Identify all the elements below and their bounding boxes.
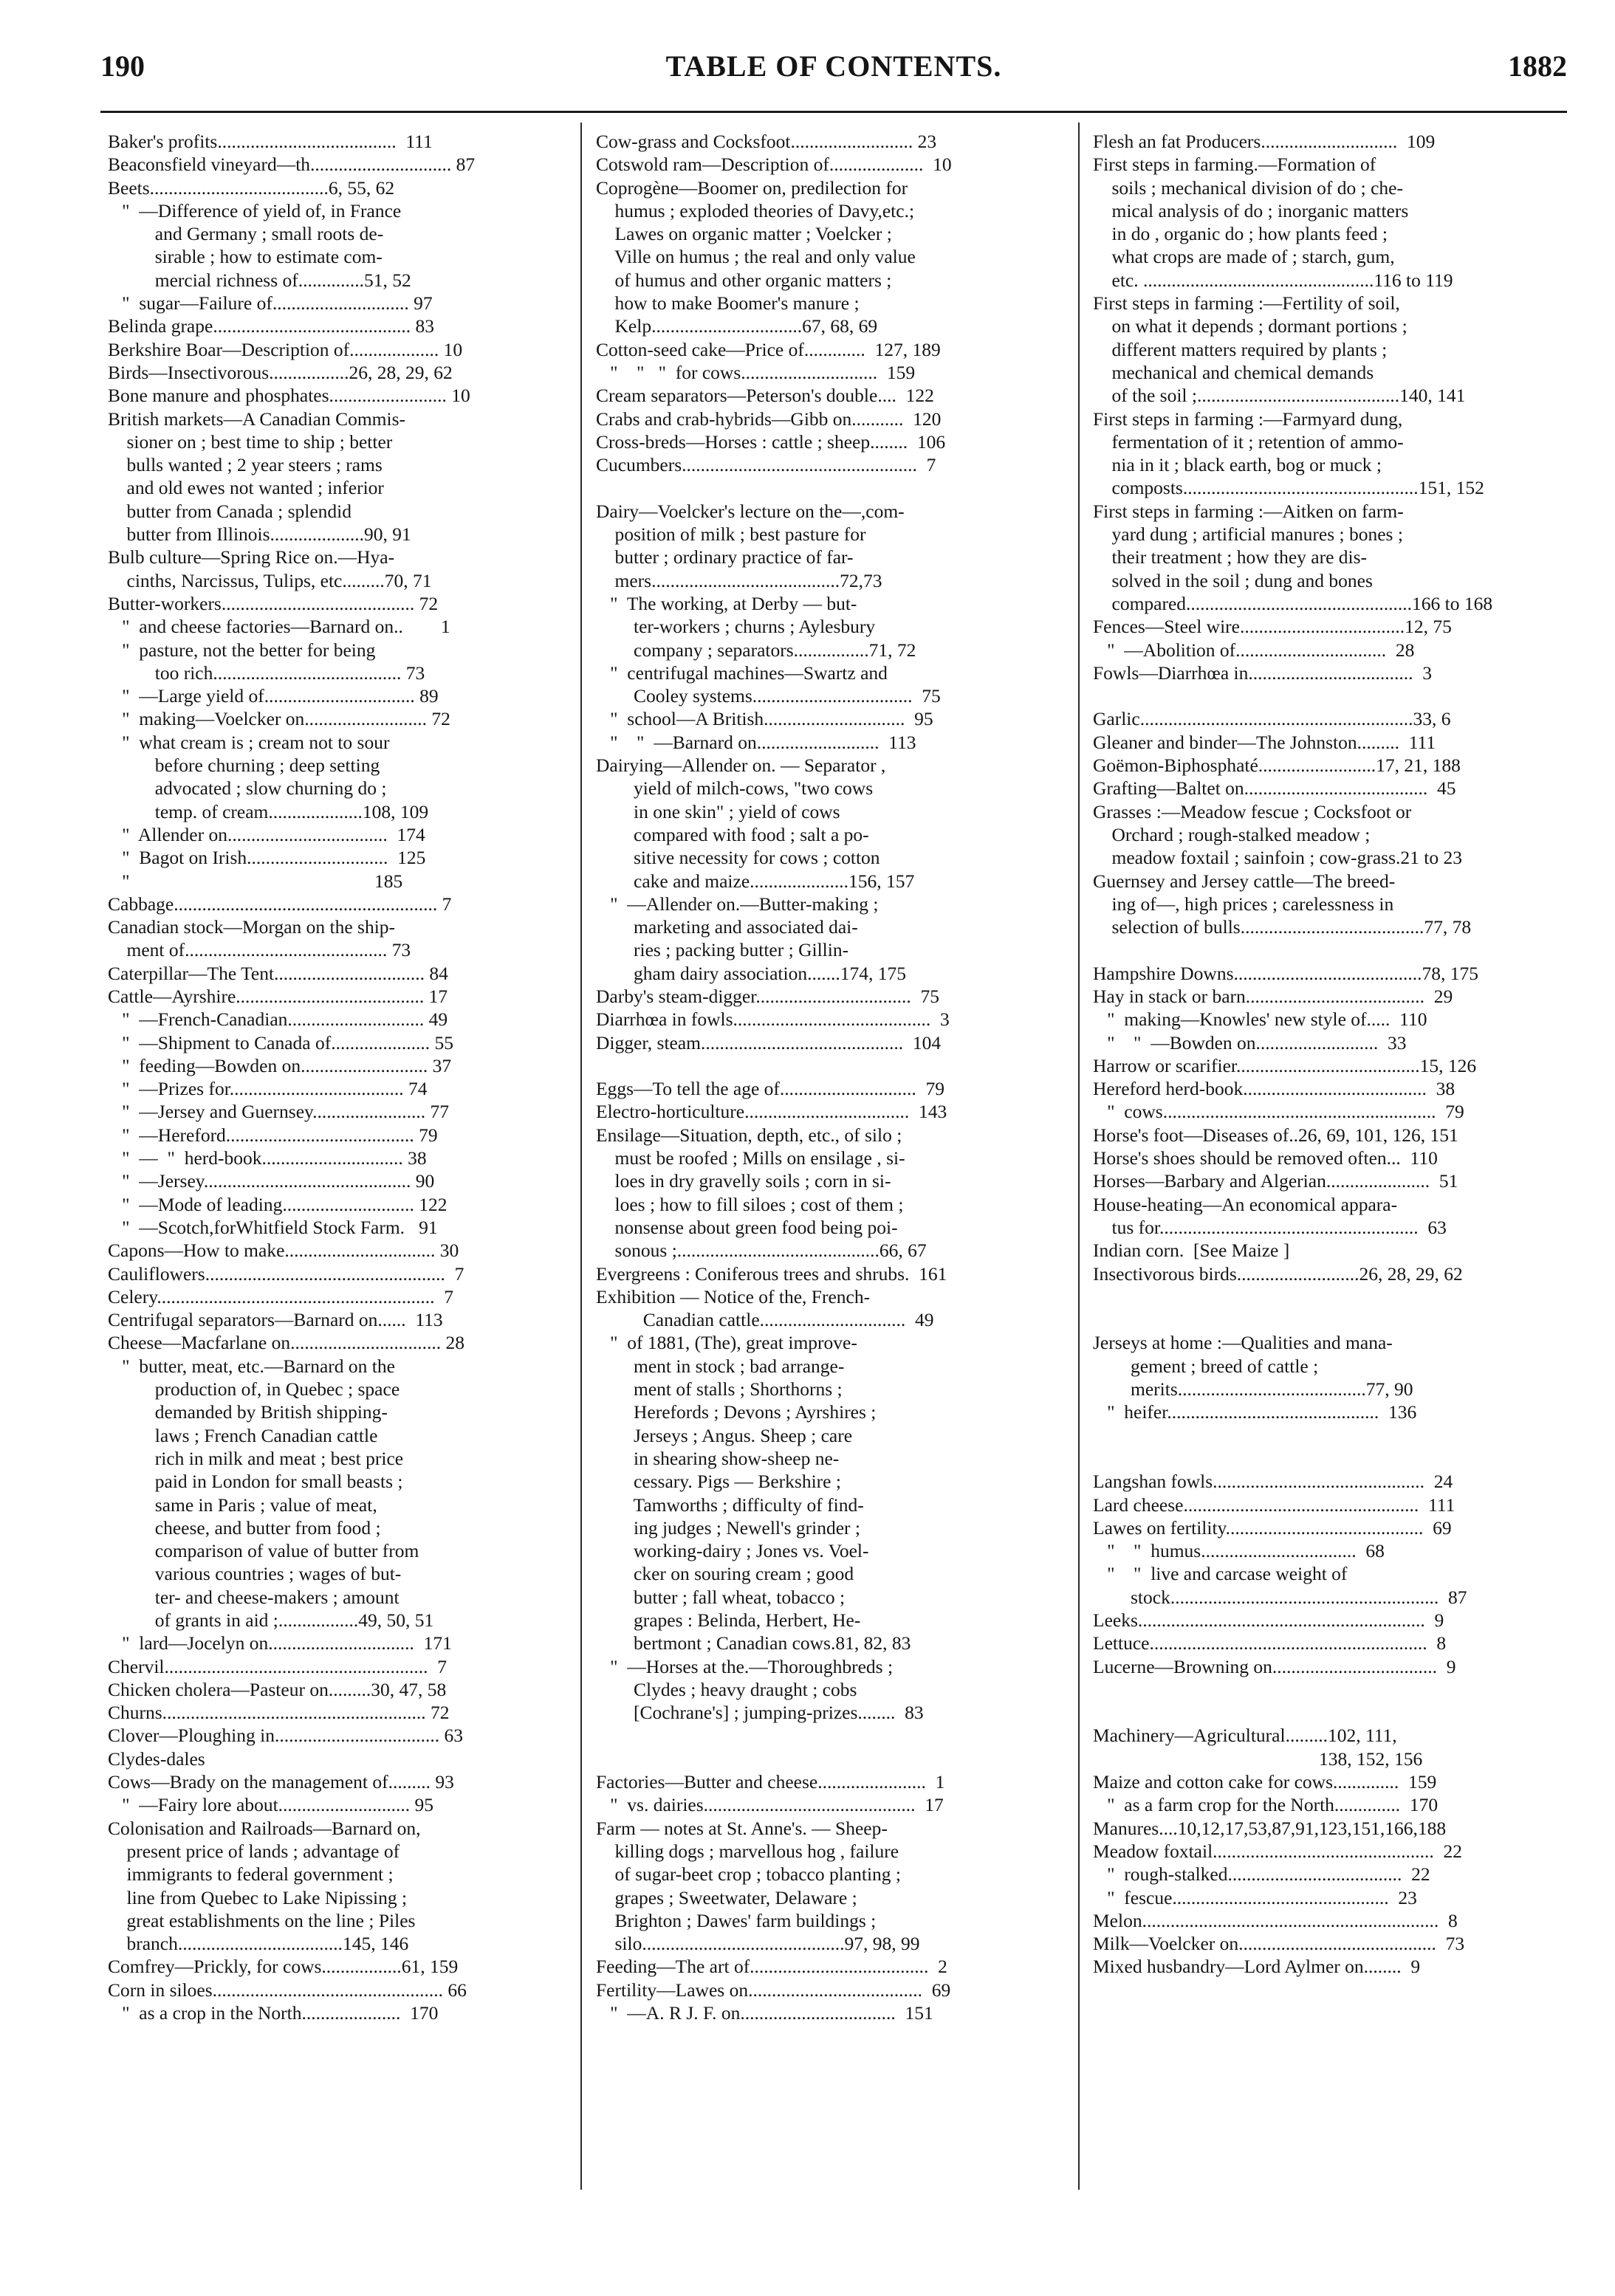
index-entry: " butter, meat, etc.—Barnard on the	[108, 1355, 395, 1377]
index-entry: what crops are made of ; starch, gum,	[1093, 246, 1395, 268]
index-entry: " —Scotch,forWhitfield Stock Farm. 91	[108, 1216, 438, 1238]
index-entry: mical analysis of do ; inorganic matters	[1093, 199, 1409, 221]
index-entry: yield of milch-cows, "two cows	[596, 777, 874, 800]
index-entry: demanded by British shipping-	[108, 1401, 388, 1423]
index-entry: " —Hereford........................................ 79	[108, 1124, 438, 1146]
index-entry: Cows—Brady on the management of......... 93	[108, 1771, 454, 1793]
index-entry: Melon............................................................... 8	[1093, 1909, 1458, 1931]
index-entry: Cucumbers.................................................. 7	[596, 454, 936, 476]
index-entry	[1093, 1424, 1551, 1447]
index-entry: Factories—Butter and cheese....................... 1	[596, 1771, 945, 1793]
index-entry: Meadow foxtail............................................... 22	[1093, 1840, 1463, 1862]
index-entry: mercial richness of..............51, 52	[108, 269, 411, 291]
index-entry: " " —Barnard on.......................... 113	[596, 731, 916, 753]
index-entry: Coprogène—Boomer on, predilection for	[596, 176, 908, 199]
index-entry: Fences—Steel wire...................................12, 75	[1093, 616, 1452, 638]
index-entry: Flesh an fat Producers............................. 109	[1093, 131, 1436, 152]
index-entry	[1093, 1701, 1551, 1724]
index-entry: Lawes on fertility.......................................... 69	[1093, 1516, 1452, 1539]
index-entry: " Bagot on Irish.............................. 125	[108, 847, 426, 869]
index-entry: same in Paris ; value of meat,	[108, 1494, 377, 1516]
index-entry	[596, 1747, 1043, 1770]
index-entry: Darby's steam-digger................................. 75	[596, 985, 939, 1007]
index-entry: present price of lands ; advantage of	[108, 1840, 400, 1862]
index-entry: Cattle—Ayrshire........................................ 17	[108, 985, 448, 1007]
index-entry: Guernsey and Jersey cattle—The breed-	[1093, 870, 1396, 892]
index-entry: and old ewes not wanted ; inferior	[108, 477, 384, 499]
index-entry: " —Fairy lore about............................ 95	[108, 1794, 434, 1816]
index-entry: Capons—How to make................................ 30	[108, 1240, 459, 1262]
index-entry: temp. of cream....................108, 109	[108, 800, 429, 822]
index-entry: Baker's profits...................................... 111	[108, 131, 433, 152]
index-entry: " —Mode of leading............................ 122	[108, 1193, 448, 1215]
index-entry: Electro-horticulture................................... 143	[596, 1101, 947, 1123]
index-entry: butter ; ordinary practice of far-	[596, 546, 854, 568]
index-entry: First steps in farming :—Farmyard dung,	[1093, 408, 1403, 430]
index-entry: Grasses :—Meadow fescue ; Cocksfoot or	[1093, 800, 1412, 822]
index-entry: ment in stock ; bad arrange-	[596, 1355, 845, 1377]
index-entry: Lard cheese.................................................. 111	[1093, 1494, 1455, 1516]
index-entry: ter-workers ; churns ; Aylesbury	[596, 616, 876, 638]
index-entry: Canadian stock—Morgan on the ship-	[108, 916, 396, 938]
column-divider-1	[580, 123, 582, 2190]
index-entry: Centrifugal separators—Barnard on...... 113	[108, 1309, 443, 1331]
index-entry: Cow-grass and Cocksfoot.......................... 23	[596, 131, 937, 152]
index-entry: killing dogs ; marvellous hog , failure	[596, 1840, 899, 1862]
index-entry: sioner on ; best time to ship ; better	[108, 430, 393, 453]
index-entry: Cross-breds—Horses : cattle ; sheep........ 106	[596, 430, 946, 453]
index-entry: soils ; mechanical division of do ; che-	[1093, 176, 1403, 199]
index-entry: " making—Voelcker on.......................... 72	[108, 708, 450, 730]
index-entry: Canadian cattle............................... 49	[596, 1309, 934, 1331]
index-entry: laws ; French Canadian cattle	[108, 1424, 378, 1446]
index-entry: rich in milk and meat ; best price	[108, 1447, 404, 1469]
index-entry: nia in it ; black earth, bog or muck ;	[1093, 454, 1382, 476]
index-column-3	[1093, 130, 1551, 1979]
index-entry: before churning ; deep setting	[108, 755, 380, 777]
index-entry: ing of—, high prices ; carelessness in	[1093, 893, 1394, 915]
index-entry: Langshan fowls............................................. 24	[1093, 1471, 1453, 1493]
index-entry: ries ; packing butter ; Gillin-	[596, 939, 849, 961]
index-entry: different matters required by plants ;	[1093, 338, 1388, 360]
index-entry: Diarrhœa in fowls.......................................... 3	[596, 1008, 950, 1031]
index-entry: " —Horses at the.—Thoroughbreds ;	[596, 1655, 894, 1677]
index-entry: branch...................................145, 146	[108, 1933, 409, 1955]
index-entry: Evergreens : Coniferous trees and shrubs. 161	[596, 1262, 947, 1285]
index-entry: " feeding—Bowden on........................... 37	[108, 1054, 452, 1076]
index-entry: Horses—Barbary and Algerian...................... 51	[1093, 1170, 1458, 1192]
index-entry: and Germany ; small roots de-	[108, 223, 384, 245]
index-entry: of sugar-beet crop ; tobacco planting ;	[596, 1863, 902, 1886]
index-entry: British markets—A Canadian Commis-	[108, 408, 406, 430]
index-entry: Beets......................................6, 55, 62	[108, 176, 395, 199]
index-entry: sirable ; how to estimate com-	[108, 246, 383, 268]
index-entry: " —A. R J. F. on................................. 151	[596, 2002, 933, 2024]
index-entry: Hay in stack or barn...................................... 29	[1093, 985, 1453, 1007]
index-entry: Belinda grape.......................................... 83	[108, 315, 434, 337]
index-entry: Beaconsfield vineyard—th.............................. 87	[108, 154, 476, 176]
index-entry: Ville on humus ; the real and only value	[596, 246, 916, 268]
index-entry: Milk—Voelcker on.......................................... 73	[1093, 1933, 1465, 1955]
index-entry: must be roofed ; Mills on ensilage , si-	[596, 1147, 905, 1169]
index-entry: grapes : Belinda, Herbert, He-	[596, 1609, 861, 1631]
index-entry: cessary. Pigs — Berkshire ;	[596, 1471, 841, 1493]
index-entry: " and cheese factories—Barnard on.. 1	[108, 616, 450, 638]
index-entry: butter ; fall wheat, tobacco ;	[596, 1586, 846, 1608]
index-entry: humus ; exploded theories of Davy,etc.;	[596, 199, 915, 221]
index-entry: " cows.......................................................... 79	[1093, 1101, 1464, 1123]
index-entry: [Cochrane's] ; jumping-prizes........ 83	[596, 1702, 924, 1724]
index-entry: ing judges ; Newell's grinder ;	[596, 1516, 860, 1539]
index-entry: Exhibition — Notice of the, French-	[596, 1285, 871, 1307]
index-entry: tus for....................................................... 63	[1093, 1216, 1447, 1238]
index-entry: of the soil ;...........................................140, 141	[1093, 385, 1466, 407]
index-entry: " heifer............................................. 136	[1093, 1401, 1417, 1423]
index-entry: marketing and associated dai-	[596, 916, 858, 938]
index-entry: " — " herd-book.............................. 38	[108, 1147, 427, 1169]
index-entry: Lettuce........................................................... 8	[1093, 1632, 1447, 1654]
index-entry: cinths, Narcissus, Tulips, etc.........70, 71	[108, 569, 432, 591]
index-entry: composts..................................................151, 152	[1093, 477, 1484, 499]
index-entry: Clydes ; heavy draught ; cobs	[596, 1678, 857, 1700]
index-entry: " vs. dairies............................................. 17	[596, 1794, 944, 1816]
index-entry: mechanical and chemical demands	[1093, 361, 1374, 383]
index-entry: Celery........................................................... 7	[108, 1285, 453, 1307]
index-entry: " as a crop in the North..................... 170	[108, 2002, 439, 2024]
index-entry: " lard—Jocelyn on............................... 171	[108, 1632, 452, 1654]
index-entry: solved in the soil ; dung and bones	[1093, 569, 1373, 591]
index-entry: Gleaner and binder—The Johnston......... 111	[1093, 731, 1436, 753]
index-entry: Butter-workers......................................... 72	[108, 592, 439, 614]
index-entry: comparison of value of butter from	[108, 1540, 419, 1562]
index-entry: working-dairy ; Jones vs. Voel-	[596, 1540, 869, 1562]
index-entry: how to make Boomer's manure ;	[596, 292, 860, 315]
index-entry: Dairying—Allender on. — Separator ,	[596, 755, 886, 777]
index-entry: advocated ; slow churning do ;	[108, 777, 387, 800]
index-entry: Indian corn. [See Maize ]	[1093, 1240, 1290, 1262]
index-entry: Horse's shoes should be removed often... 110	[1093, 1147, 1438, 1169]
index-entry: " making—Knowles' new style of..... 110	[1093, 1008, 1427, 1031]
index-entry: in shearing show-sheep ne-	[596, 1447, 840, 1469]
column-divider-2	[1078, 123, 1080, 2190]
index-entry: 138, 152, 156	[1093, 1747, 1423, 1770]
index-entry: Grafting—Baltet on....................................... 45	[1093, 777, 1456, 800]
index-entry: loes ; how to fill siloes ; cost of them ;	[596, 1193, 904, 1215]
index-entry: Insectivorous birds..........................26, 28, 29, 62	[1093, 1262, 1463, 1285]
index-entry: " —Prizes for..................................... 74	[108, 1078, 428, 1100]
index-entry: Bone manure and phosphates......................... 10	[108, 385, 470, 407]
page-header	[100, 46, 1567, 87]
index-entry: " school—A British.............................. 95	[596, 708, 933, 730]
index-entry: Dairy—Voelcker's lecture on the—,com-	[596, 500, 905, 522]
index-entry: Feeding—The art of...................................... 2	[596, 1956, 947, 1978]
index-entry: cake and maize.....................156, 157	[596, 870, 915, 892]
index-entry: ment of........................................... 73	[108, 939, 411, 961]
index-entry: Lucerne—Browning on................................... 9	[1093, 1655, 1456, 1677]
index-entry	[1093, 1308, 1551, 1331]
index-entry: " centrifugal machines—Swartz and	[596, 661, 888, 684]
index-entry: First steps in farming.—Formation of	[1093, 154, 1376, 176]
index-entry: " rough-stalked..................................... 22	[1093, 1863, 1430, 1886]
index-entry: Leeks............................................................. 9	[1093, 1609, 1444, 1631]
index-entry: Comfrey—Prickly, for cows.................61, 159	[108, 1956, 459, 1978]
index-entry: cker on souring cream ; good	[596, 1563, 854, 1585]
index-entry: various countries ; wages of but-	[108, 1563, 402, 1585]
index-entry: " —Jersey and Guernsey........................ 77	[108, 1101, 450, 1123]
index-entry	[1093, 1285, 1551, 1308]
index-entry: First steps in farming :—Aitken on farm-	[1093, 500, 1404, 522]
index-entry: " Allender on.................................. 174	[108, 823, 425, 845]
header-rule	[100, 111, 1567, 113]
index-entry: " what cream is ; cream not to sour	[108, 731, 390, 753]
index-entry: company ; separators................71, 72	[596, 639, 916, 661]
index-entry	[1093, 1678, 1551, 1701]
index-entry: Manures....10,12,17,53,87,91,123,151,166,188	[1093, 1817, 1447, 1839]
index-entry: line from Quebec to Lake Nipissing ;	[108, 1886, 408, 1908]
index-entry: Eggs—To tell the age of............................. 79	[596, 1078, 945, 1100]
index-entry: butter from Canada ; splendid	[108, 500, 352, 522]
index-entry: " " live and carcase weight of	[1093, 1563, 1348, 1585]
index-entry: Birds—Insectivorous.................26, 28, 29, 62	[108, 361, 453, 383]
page-number-right: 1882	[1508, 49, 1567, 83]
index-entry: yard dung ; artificial manures ; bones ;	[1093, 523, 1403, 546]
page-title: TABLE OF CONTENTS.	[665, 49, 1002, 83]
index-entry: immigrants to federal government ;	[108, 1863, 394, 1886]
index-entry: Machinery—Agricultural.........102, 111,	[1093, 1725, 1397, 1747]
index-entry	[1093, 938, 1551, 961]
index-entry: paid in London for small beasts ;	[108, 1471, 403, 1493]
index-entry: Crabs and crab-hybrids—Gibb on........... 120	[596, 408, 942, 430]
index-entry: position of milk ; best pasture for	[596, 523, 866, 546]
index-entry: gham dairy association.......174, 175	[596, 962, 906, 984]
index-entry: silo...........................................97, 98, 99	[596, 1933, 920, 1955]
index-column-1	[108, 130, 521, 2024]
index-entry: Jerseys ; Angus. Sheep ; care	[596, 1424, 853, 1446]
index-entry: " —Difference of yield of, in France	[108, 199, 402, 221]
index-entry: Garlic..........................................................33, 6	[1093, 708, 1451, 730]
index-entry: compared with food ; salt a po-	[596, 823, 869, 845]
index-entry: Farm — notes at St. Anne's. — Sheep-	[596, 1817, 888, 1839]
index-entry: bulls wanted ; 2 year steers ; rams	[108, 454, 383, 476]
index-entry: loes in dry gravelly soils ; corn in si-	[596, 1170, 891, 1192]
index-entry: of humus and other organic matters ;	[596, 269, 892, 291]
index-entry: " pasture, not the better for being	[108, 639, 376, 661]
index-entry: Cooley systems.................................. 75	[596, 685, 941, 707]
index-entry: grapes ; Sweetwater, Delaware ;	[596, 1886, 857, 1908]
index-entry: Ensilage—Situation, depth, etc., of silo ;	[596, 1124, 902, 1146]
index-entry: great establishments on the line ; Piles	[108, 1909, 416, 1931]
index-entry: on what it depends ; dormant portions ;	[1093, 315, 1407, 337]
index-entry: sitive necessity for cows ; cotton	[596, 847, 880, 869]
index-entry: Jerseys at home :—Qualities and mana-	[1093, 1332, 1393, 1354]
index-entry: " —Jersey............................................ 90	[108, 1170, 435, 1192]
index-entry: Cream separators—Peterson's double.... 122	[596, 385, 934, 407]
index-entry: production of, in Quebec ; space	[108, 1378, 400, 1400]
index-entry: Cabbage........................................................ 7	[108, 893, 452, 915]
index-entry: " —Allender on.—Butter-making ;	[596, 893, 879, 915]
index-entry: merits........................................77, 90	[1093, 1378, 1413, 1400]
index-entry: " —French-Canadian............................. 49	[108, 1008, 448, 1031]
index-entry: " —Shipment to Canada of..................... 55	[108, 1031, 453, 1054]
index-entry: Orchard ; rough-stalked meadow ;	[1093, 823, 1371, 845]
index-entry: meadow foxtail ; sainfoin ; cow-grass.21 to 23	[1093, 847, 1462, 869]
index-entry: Clydes-dales	[108, 1747, 205, 1770]
index-entry: Maize and cotton cake for cows.............. 159	[1093, 1771, 1437, 1793]
index-entry: too rich........................................ 73	[108, 661, 425, 684]
index-entry: sonous ;...........................................66, 67	[596, 1240, 927, 1262]
index-entry: " as a farm crop for the North.............. 170	[1093, 1794, 1439, 1816]
index-entry: stock......................................................... 87	[1093, 1586, 1467, 1608]
index-entry: " The working, at Derby — but-	[596, 592, 857, 614]
index-entry: Clover—Ploughing in................................... 63	[108, 1725, 463, 1747]
index-entry: Corn in siloes................................................. 66	[108, 1979, 467, 2001]
index-entry: Herefords ; Devons ; Ayrshires ;	[596, 1401, 877, 1423]
index-entry	[1093, 684, 1551, 707]
index-entry: Goëmon-Biphosphaté.........................17, 21, 188	[1093, 755, 1461, 777]
index-entry: Caterpillar—The Tent................................ 84	[108, 962, 448, 984]
index-entry: " —Abolition of................................ 28	[1093, 639, 1415, 661]
index-entry: Colonisation and Railroads—Barnard on,	[108, 1817, 421, 1839]
index-entry: etc. .................................................116 to 119	[1093, 269, 1453, 291]
index-entry: " " —Bowden on.......................... 33	[1093, 1031, 1407, 1054]
index-entry: " " humus................................. 68	[1093, 1540, 1385, 1562]
index-entry: nonsense about green food being poi-	[596, 1216, 898, 1238]
index-entry: their treatment ; how they are dis-	[1093, 546, 1368, 568]
index-entry: Cotton-seed cake—Price of............. 127, 189	[596, 338, 941, 360]
index-entry: Kelp................................67, 68, 69	[596, 315, 878, 337]
index-entry: Bulb culture—Spring Rice on.—Hya-	[108, 546, 395, 568]
index-entry: " 185	[108, 870, 403, 892]
index-entry	[596, 1724, 1043, 1747]
index-entry: Fowls—Diarrhœa in................................... 3	[1093, 661, 1432, 684]
index-entry: Fertility—Lawes on..................................... 69	[596, 1979, 951, 2001]
index-entry: Horse's foot—Diseases of..26, 69, 101, 126, 151	[1093, 1124, 1458, 1146]
index-entry: gement ; breed of cattle ;	[1093, 1355, 1319, 1377]
index-column-2	[596, 130, 1043, 2024]
index-entry: Brighton ; Dawes' farm buildings ;	[596, 1909, 877, 1931]
index-entry: House-heating—An economical appara-	[1093, 1193, 1398, 1215]
index-entry: Berkshire Boar—Description of................... 10	[108, 338, 463, 360]
index-entry: " of 1881, (The), great improve-	[596, 1332, 857, 1354]
index-entry: Cotswold ram—Description of.................... 10	[596, 154, 952, 176]
index-entry	[596, 476, 1043, 499]
index-entry: butter from Illinois....................90, 91	[108, 523, 411, 546]
index-entry: Chervil........................................................ 7	[108, 1655, 447, 1677]
page-number-left: 190	[100, 49, 145, 83]
index-entry: First steps in farming :—Fertility of soil,	[1093, 292, 1400, 315]
index-entry: Cheese—Macfarlane on................................ 28	[108, 1332, 464, 1354]
index-entry: Harrow or scarifier.......................................15, 126	[1093, 1054, 1477, 1076]
index-entry: of grants in aid ;.................49, 50, 51	[108, 1609, 434, 1631]
index-entry: Lawes on organic matter ; Voelcker ;	[596, 223, 892, 245]
index-entry: Cauliflowers................................................... 7	[108, 1262, 464, 1285]
index-entry: " sugar—Failure of............................. 97	[108, 292, 433, 315]
index-entry: " fescue.............................................. 23	[1093, 1886, 1417, 1908]
index-entry	[596, 1054, 1043, 1077]
index-entry: in one skin" ; yield of cows	[596, 800, 840, 822]
index-entry: Tamworths ; difficulty of find-	[596, 1494, 864, 1516]
index-entry: bertmont ; Canadian cows.81, 82, 83	[596, 1632, 911, 1654]
index-entry: Hampshire Downs........................................78, 175	[1093, 962, 1479, 984]
index-entry: Hereford herd-book....................................... 38	[1093, 1078, 1455, 1100]
index-entry: compared................................................166 to 168	[1093, 592, 1493, 614]
index-entry: Chicken cholera—Pasteur on.........30, 47, 58	[108, 1678, 447, 1700]
index-entry: Digger, steam........................................... 104	[596, 1031, 942, 1054]
index-entry: cheese, and butter from food ;	[108, 1516, 381, 1539]
index-entry: fermentation of it ; retention of ammo-	[1093, 430, 1404, 453]
index-entry	[1093, 1447, 1551, 1470]
index-entry: in do , organic do ; how plants feed ;	[1093, 223, 1388, 245]
index-entry: ment of stalls ; Shorthorns ;	[596, 1378, 843, 1400]
index-entry: " " " for cows............................. 159	[596, 361, 916, 383]
index-entry: Mixed husbandry—Lord Aylmer on........ 9	[1093, 1956, 1421, 1978]
index-entry: ter- and cheese-makers ; amount	[108, 1586, 400, 1608]
index-entry: mers........................................72,73	[596, 569, 882, 591]
index-entry: selection of bulls.......................................77, 78	[1093, 916, 1472, 938]
index-entry: " —Large yield of................................ 89	[108, 685, 439, 707]
index-entry: Churns........................................................ 72	[108, 1702, 450, 1724]
